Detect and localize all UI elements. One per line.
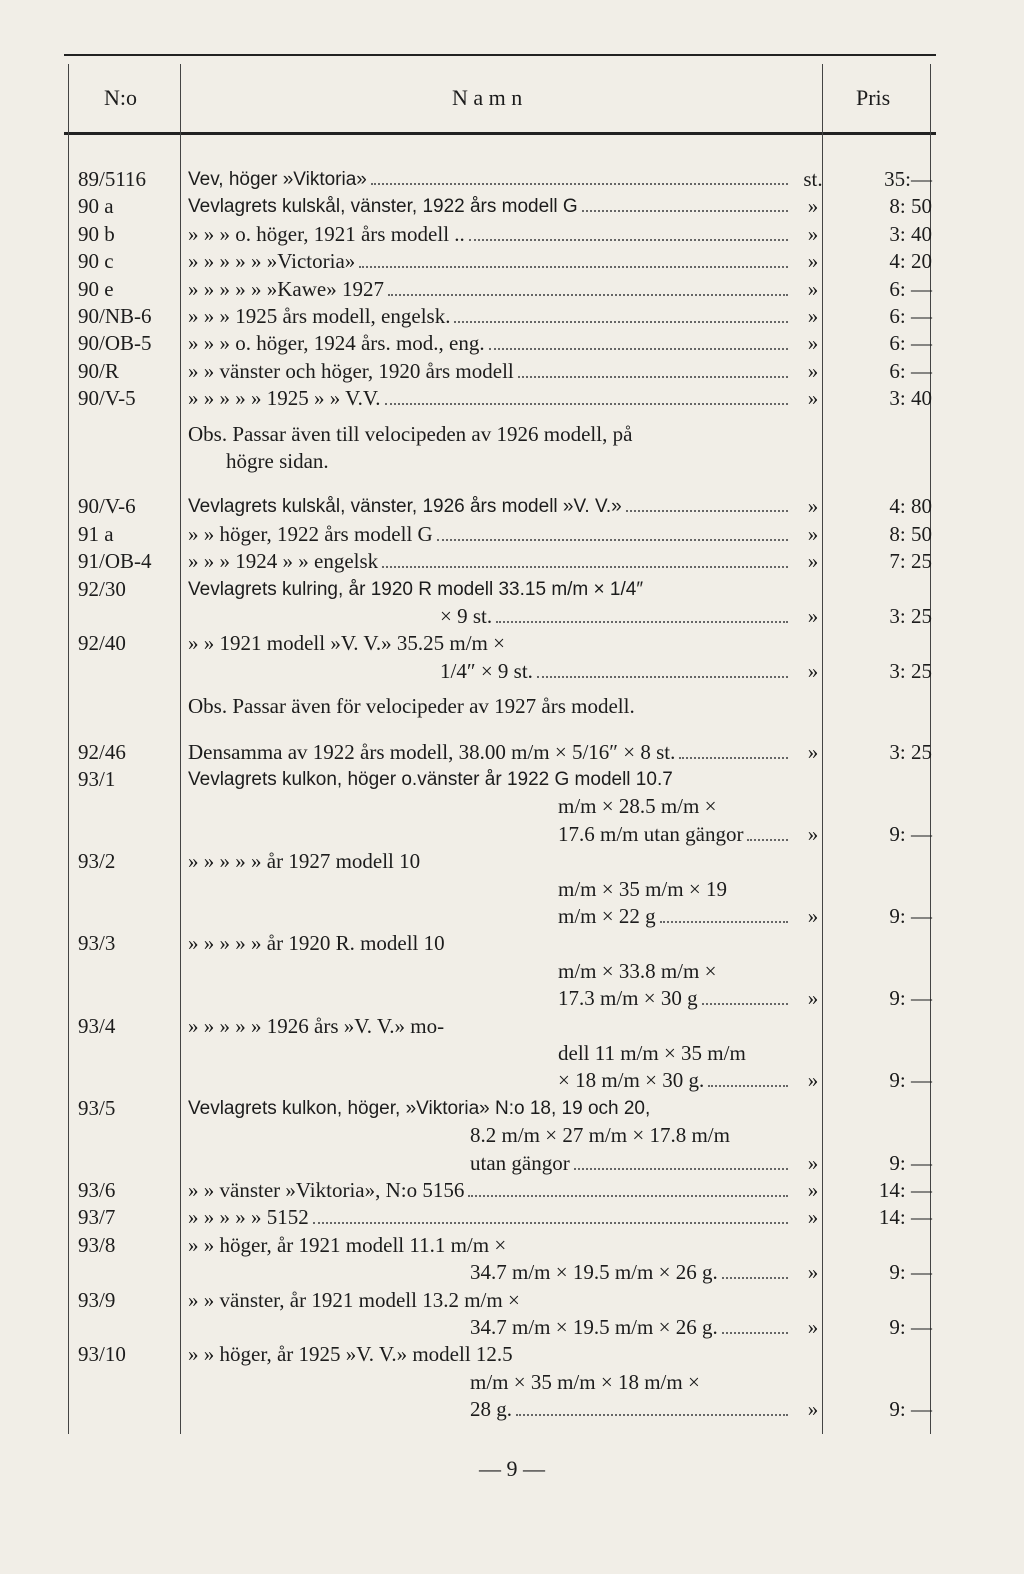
item-number: 89/5116 (78, 167, 147, 191)
dot-leader (574, 1168, 788, 1170)
price: 3: 40 (889, 221, 932, 246)
price: 35:— (884, 167, 932, 191)
item-name: Vevlagrets kulring, år 1920 R modell 33.15 m/m × 1/4″ (188, 578, 644, 600)
item-name: m/m × 35 m/m × 19 (558, 876, 727, 901)
item-name: 17.3 m/m × 30 g (558, 986, 698, 1011)
note-text: högre sidan. (226, 448, 329, 473)
price: 6: — (889, 304, 932, 328)
item-name: 1/4″ × 9 st. (440, 658, 533, 683)
unit: » (807, 386, 819, 411)
unit: » (807, 521, 819, 546)
item-name: » » » » » 1926 års »V. V.» mo- (188, 1013, 445, 1038)
item-name: 17.6 m/m utan gängor (558, 821, 744, 846)
dot-leader (469, 239, 788, 241)
dot-leader (708, 1085, 788, 1087)
item-name: » » vänster och höger, 1920 års modell (188, 358, 514, 383)
item-number: 90/NB-6 (78, 304, 152, 328)
item-number: 90 e (78, 276, 114, 301)
dot-leader (496, 621, 788, 623)
item-number: 93/9 (78, 1287, 116, 1312)
item-name: dell 11 m/m × 35 m/m (558, 1040, 746, 1065)
item-name: » » vänster, år 1921 modell 13.2 m/m × (188, 1287, 520, 1312)
price: 4: 80 (889, 494, 932, 519)
dot-leader (382, 566, 788, 568)
item-number: 93/3 (78, 931, 116, 956)
unit: » (807, 739, 819, 764)
item-name: 8.2 m/m × 27 m/m × 17.8 m/m (470, 1123, 730, 1148)
price: 14: — (878, 1178, 932, 1202)
header-number: N:o (104, 85, 137, 110)
dot-leader (359, 266, 788, 268)
column-divider-number (180, 64, 181, 1434)
item-number: 93/4 (78, 1013, 116, 1038)
unit: » (807, 549, 819, 574)
dot-leader (385, 403, 788, 405)
item-number: 93/2 (78, 849, 116, 874)
item-number: 90 a (78, 194, 114, 219)
item-name: » » höger, 1922 års modell G (188, 521, 433, 546)
dot-leader (437, 539, 788, 541)
dot-leader (371, 183, 788, 185)
unit: » (807, 194, 819, 219)
note-text: Obs. Passar även till velocipeden av 1926 modell, på (188, 421, 633, 446)
unit: » (807, 658, 819, 683)
item-number: 93/7 (78, 1205, 116, 1230)
item-number: 90/R (78, 358, 119, 383)
header-name: N a m n (452, 85, 523, 110)
price: 8: 50 (889, 194, 932, 219)
unit: » (807, 494, 819, 519)
price: 9: — (889, 1150, 932, 1175)
item-number: 90 c (78, 249, 114, 274)
price: 9: — (889, 903, 932, 928)
unit: » (807, 1205, 819, 1230)
item-number: 92/46 (78, 739, 126, 764)
header-price: Pris (856, 85, 891, 110)
unit: » (807, 1178, 819, 1202)
unit: » (807, 276, 819, 301)
item-name: 28 g. (470, 1397, 512, 1422)
dot-leader (679, 757, 788, 759)
item-name: Vevlagrets kulkon, höger o.vänster år 1922 G modell 10.7 (188, 769, 673, 790)
page-number: — 9 — (479, 1456, 545, 1481)
unit: » (807, 221, 819, 246)
item-name: m/m × 28.5 m/m × (558, 794, 717, 819)
item-name: » » höger, år 1925 »V. V.» modell 12.5 (188, 1342, 513, 1367)
item-name: » » » 1924 » » engelsk (188, 549, 379, 574)
item-name: » » » » » 1925 » » V.V. (188, 386, 381, 411)
unit: » (807, 358, 819, 383)
item-number: 90/V-6 (78, 494, 136, 519)
unit: » (807, 249, 819, 274)
price: 3: 25 (889, 739, 932, 764)
price: 6: — (889, 331, 932, 356)
item-name: » » » 1925 års modell, engelsk. (188, 304, 451, 328)
unit: » (807, 603, 819, 628)
item-name: 34.7 m/m × 19.5 m/m × 26 g. (470, 1314, 718, 1339)
item-name: Vevlagrets kulskål, vänster, 1922 års modell G (188, 196, 578, 218)
dot-leader (388, 294, 788, 296)
dot-leader (468, 1195, 788, 1197)
item-number: 91 a (78, 521, 114, 546)
item-name: » » » » » 5152 (188, 1205, 309, 1230)
dot-leader (626, 510, 788, 512)
dot-leader (582, 210, 788, 212)
item-name: » » » » » år 1920 R. modell 10 (188, 931, 445, 956)
price: 3: 40 (889, 386, 932, 411)
item-number: 90/OB-5 (78, 331, 152, 356)
price: 6: — (889, 276, 932, 301)
price: 9: — (889, 1314, 932, 1339)
item-name: × 18 m/m × 30 g. (558, 1068, 705, 1093)
item-name: » » » o. höger, 1924 års. mod., eng. (188, 331, 485, 356)
dot-leader (722, 1332, 788, 1334)
note-text: Obs. Passar även för velocipeder av 1927 års modell. (188, 694, 635, 719)
item-name: Vevlagrets kulkon, höger, »Viktoria» N:o 18, 19 och 20, (188, 1097, 651, 1119)
item-name: Densamma av 1922 års modell, 38.00 m/m × 5/16″ × 8 st. (188, 739, 676, 764)
dot-leader (516, 1414, 788, 1416)
item-number: 93/8 (78, 1232, 116, 1257)
unit: » (807, 1314, 819, 1339)
price: 6: — (889, 358, 932, 383)
dot-leader (537, 676, 788, 678)
price: 8: 50 (889, 521, 932, 546)
item-number: 93/6 (78, 1178, 116, 1202)
item-name: 34.7 m/m × 19.5 m/m × 26 g. (470, 1260, 718, 1285)
price: 9: — (889, 986, 932, 1011)
dot-leader (747, 839, 788, 841)
dot-leader (454, 321, 788, 323)
item-name: m/m × 33.8 m/m × (558, 958, 717, 983)
item-number: 90 b (78, 221, 115, 246)
item-name: Vev, höger »Viktoria» (188, 169, 367, 190)
column-divider-left (68, 64, 69, 1434)
item-number: 91/OB-4 (78, 549, 152, 574)
item-name: » » » » » »Victoria» (188, 249, 356, 274)
item-number: 93/5 (78, 1095, 116, 1120)
unit: » (807, 1068, 819, 1093)
item-name: » » » o. höger, 1921 års modell .. (188, 221, 465, 246)
price: 3: 25 (889, 603, 932, 628)
item-name: × 9 st. (440, 603, 493, 628)
item-number: 93/10 (78, 1342, 126, 1367)
dot-leader (313, 1222, 788, 1224)
item-name: » » » » » år 1927 modell 10 (188, 849, 421, 874)
unit: » (807, 903, 819, 928)
price: 14: — (878, 1205, 932, 1230)
header-rule (64, 132, 936, 135)
dot-leader (660, 921, 788, 923)
dot-leader (722, 1277, 788, 1279)
item-name: » » 1921 modell »V. V.» 35.25 m/m × (188, 631, 505, 656)
dot-leader (518, 376, 788, 378)
unit: » (807, 1150, 819, 1175)
item-number: 93/1 (78, 767, 116, 791)
item-name: Vevlagrets kulskål, vänster, 1926 års modell »V. V.» (188, 496, 622, 518)
unit: » (807, 986, 819, 1011)
item-name: » » vänster »Viktoria», N:o 5156 (188, 1178, 465, 1202)
item-number: 92/40 (78, 631, 126, 656)
unit: » (807, 821, 819, 846)
unit: st. (803, 167, 823, 191)
price: 9: — (889, 1068, 932, 1093)
price: 9: — (889, 1260, 932, 1285)
price: 7: 25 (889, 549, 932, 574)
unit: » (807, 304, 819, 328)
dot-leader (702, 1003, 788, 1005)
price: 4: 20 (889, 249, 932, 274)
price: 3: 25 (889, 658, 932, 683)
item-name: » » » » » »Kawe» 1927 (188, 276, 384, 301)
item-name: m/m × 22 g (558, 903, 656, 928)
top-rule (64, 54, 936, 56)
unit: » (807, 331, 819, 356)
item-number: 92/30 (78, 576, 126, 601)
unit: » (807, 1397, 819, 1422)
price: 9: — (889, 1397, 932, 1422)
price: 9: — (889, 821, 932, 846)
item-name: m/m × 35 m/m × 18 m/m × (470, 1369, 700, 1394)
dot-leader (489, 348, 788, 350)
item-number: 90/V-5 (78, 386, 136, 411)
item-name: » » höger, år 1921 modell 11.1 m/m × (188, 1232, 507, 1257)
item-name: utan gängor (470, 1150, 570, 1175)
unit: » (807, 1260, 819, 1285)
